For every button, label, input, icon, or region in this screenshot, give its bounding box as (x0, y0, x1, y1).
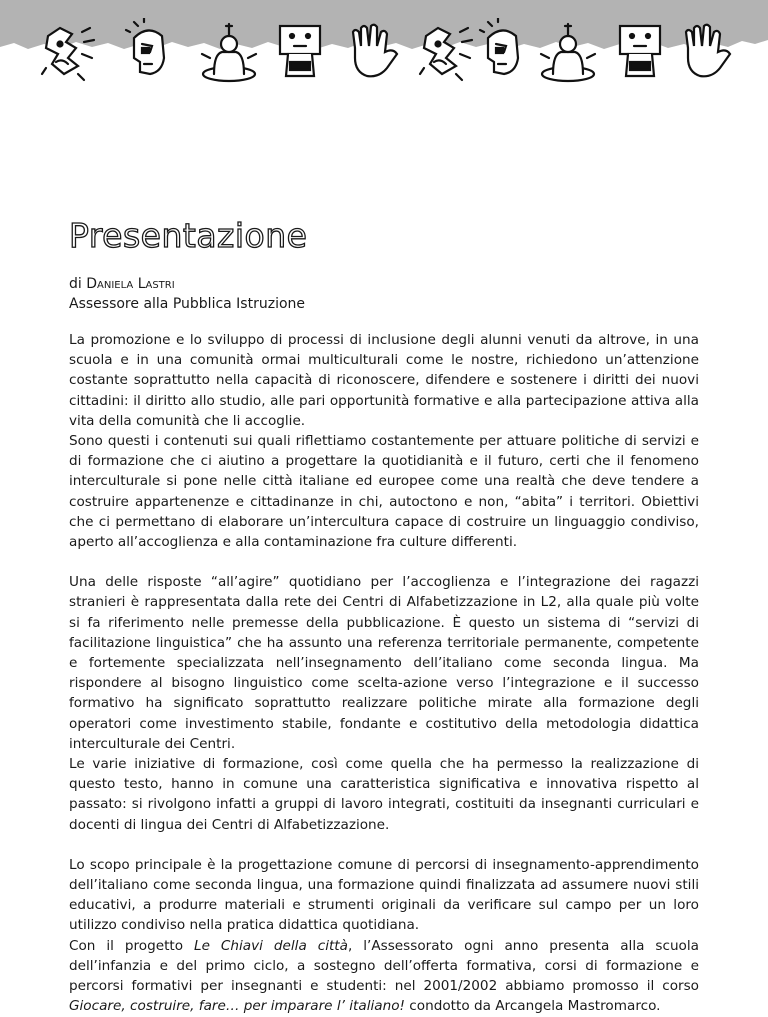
paragraph: Lo scopo principale è la progettazione comune di percorsi di insegnamento-apprendimento dell’italiano come seconda lingua, una formazione quindi finalizzata ad assumere nuovi stili educativi, a produrre materiali e strumenti originali da verificare sul campo per un loro utilizzo condiviso nella pratica didattica quotidiana. (69, 856, 699, 934)
author-block (69, 274, 709, 314)
icon-row (0, 18, 768, 88)
header-band (0, 0, 768, 95)
text-run: Con il progetto (69, 937, 195, 954)
project-title: Le Chiavi della città (194, 937, 348, 954)
hand-icon (676, 18, 742, 84)
hand-icon (343, 18, 409, 84)
hole-figure-icon (535, 18, 601, 84)
tv-face-icon (608, 18, 674, 84)
author-name: Daniela Lastri (86, 276, 175, 292)
agitated-face-icon (38, 18, 104, 84)
paragraph: Una delle risposte “all’agire” quotidiano per l’accoglienza e l’integrazione dei ragazzi stranieri è rappresentata dalla rete dei Centri di Alfabetizzazione in L2, alla quale più volte si fa riferimento nelle premesse della pubblicazione. È questo un sistema di “servizi di facilitazione linguistica” che ha assunto una referenza territoriale permanente, competente e fortemente specializzata nell’insegnamento dell’italiano come seconda lingua. Ma rispondere al bisogno linguistico come scelta-azione verso l’integrazione e il successo formativo ha significato soprattutto realizzare politiche mirate alla formazione degli operatori come investimento stabile, fondante e costitutivo della metodologia didattica interculturale dei Centri. (69, 574, 699, 752)
paragraph: La promozione e lo sviluppo di processi di inclusione degli alunni venuti da altrove, in una scuola e in una comunità ormai multiculturali come le nostre, richiedono un’attenzione costante soprattutto nella capacità di riconoscere, difendere e sostenere i diritti dei nuovi cittadini: il diritto allo studio, alle pari opportunità formative e alla partecipazione attiva alla vita della comunità che li accoglie. (69, 332, 699, 429)
paragraph: Sono questi i contenuti sui quali riflettiamo costantemente per attuare politiche di servizi e di formazione che ci aiutino a progettare la quotidianità e il futuro, certi che il fenomeno interculturale si pone nelle città italiane ed europee come una realtà che deve tendere a costruire appartenenze e cittadinanze in chi, autoctono e non, “abita” i territori. Obiettivi che ci permettano di elaborare un’intercultura capace di costruire un linguaggio condiviso, aperto all’accoglienza e alla contaminazione fra culture differenti. (69, 433, 699, 551)
bald-head-icon (472, 18, 538, 84)
author-prefix: di (69, 276, 82, 292)
author-role: Assessore alla Pubblica Istruzione (69, 296, 306, 312)
tv-face-icon (268, 18, 334, 84)
course-title: Giocare, costruire, fare… per imparare l’ italiano! (69, 998, 405, 1015)
text-run: , l’Assessorato ogni anno presenta alla scuola dell’infanzia e del primo ciclo, a sostegno dell’offerta formativa, corsi di formazione e percorsi formativi per insegnanti e studenti: nel 2001/2002 abbiamo promosso il corso (69, 937, 699, 995)
paragraph: Le varie iniziative di formazione, così come quella che ha permesso la realizzazione di questo testo, hanno in comune una caratteristica significativa e innovativa rispetto al passato: si rivolgono infatti a gruppi di lavoro integrati, costituiti da insegnanti curriculari e docenti di lingua dei Centri di Alfabetizzazione. (69, 756, 699, 833)
body-text (69, 330, 699, 1017)
author-line (69, 274, 709, 294)
paragraph (69, 936, 699, 1017)
page-title: Presentazione (69, 216, 308, 255)
text-run: condotto da Arcangela Mastromarco. (404, 998, 661, 1015)
hole-figure-icon (196, 18, 262, 84)
bald-head-icon (118, 18, 184, 84)
